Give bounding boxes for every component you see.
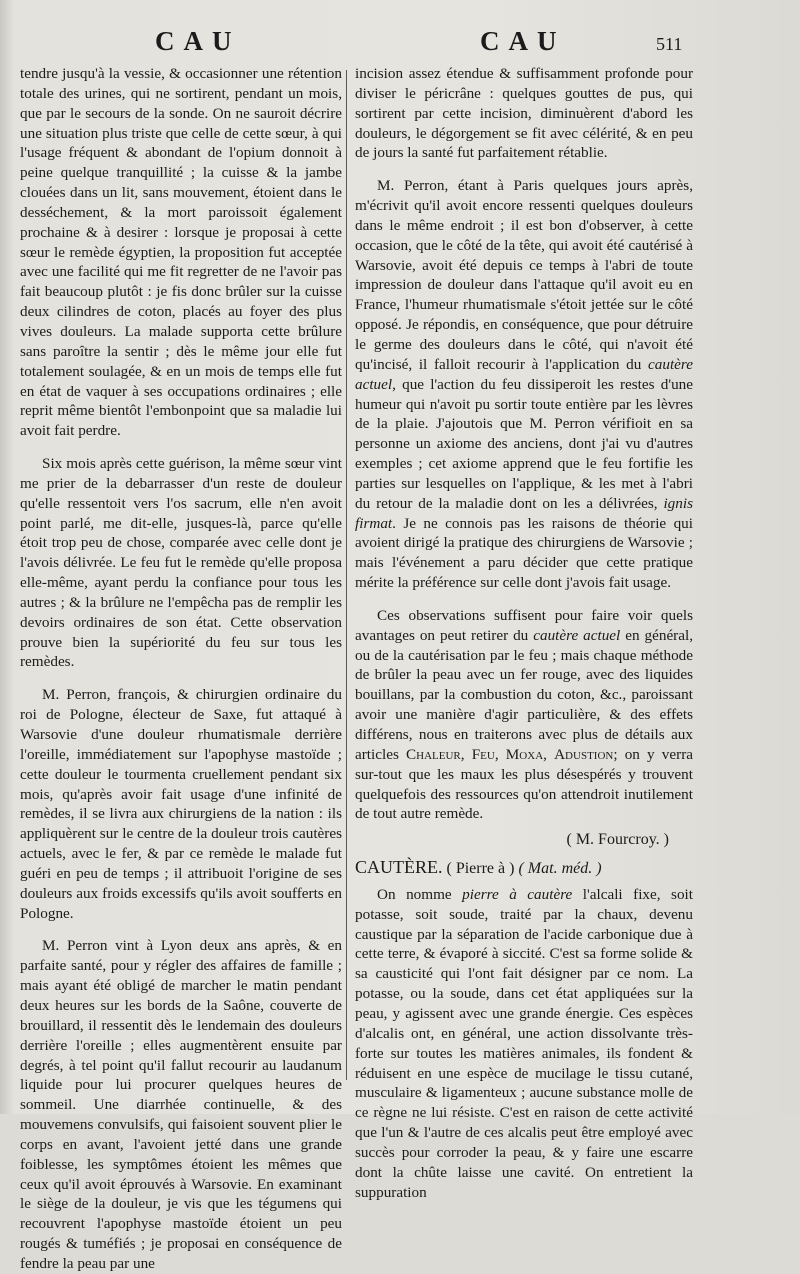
italic-term: cautère actuel bbox=[533, 626, 621, 644]
left-paragraph-1: tendre jusqu'à la vessie, & occasionner une rétention totale des urines, qui ne sortirent, pendant un mois, que par le secours de la sonde. On ne sauroit décrire une situation plus triste que celle de cette sœur, à qui l'usage fréquent & abondant de l'opium donnoit à peine quelque tranquillité ; la cuisse & la jambe clouées dans un lit, sans mouvement, étoient dans le desséchement, & la mort paroissoit également prochaine & à desirer : lorsque je proposai à cette sœur le remède égyptien, la proposition fut acceptée avec une facilité qui me fit regretter de ne l'avoir pas fait beaucoup plutôt : je fis donc brûler sur la cuisse deux cilindres de coton, placés au foyer des plus vives douleurs. La malade supporta cette brûlure sans paroître la sentir ; dès le même jour elle fut totalement soulagée, & en un mois de temps elle fut en état de vaquer à ses occupations ordinaires ; elle reprit même bientôt l'embonpoint que sa maladie lui avoit fait perdre. bbox=[20, 65, 342, 440]
text-run: On nomme bbox=[377, 885, 452, 903]
page-number: 511 bbox=[656, 34, 683, 54]
cross-reference: Chaleur bbox=[406, 745, 461, 763]
text-run: Ces observations suffisent pour faire voir quels avantages on peut retirer du bbox=[355, 606, 693, 644]
text-run: ; on y verra sur-tout que les maux les plus désespérés y trouvent quelquefois des ressources qu'on attendroit inutilement de tout autre remède. bbox=[355, 745, 693, 823]
cross-reference: Feu bbox=[471, 745, 495, 763]
right-paragraph-2 bbox=[355, 176, 693, 593]
cross-reference: Adustion bbox=[554, 745, 614, 763]
left-paragraph-4: M. Perron vint à Lyon deux ans après, & en parfaite santé, pour y régler des affaires de famille ; mais ayant été obligé de marcher le matin pendant deux heures sur les bords de la Saône, couverte de brouillard, il ressentit dès le lendemain des douleurs derrière l'oreille ; elles augmentèrent ensuite par degrés, à tel point qu'il fallut recourir au laudanum liquide pour lui procurer quelques heures de sommeil. Une diarrhée continuelle, & des mouvemens convulsifs, qui faisoient souvent plier le corps en avant, l'avoient jetté dans une grande foiblesse, les symptômes étoient les mêmes que ceux qu'il avoit éprouvés à Warsovie. En examinant le siège de la douleur, je vis que les tégumens qui recouvrent l'apophyse mastoïde étoient un peu rougés & tuméfiés ; je proposai en conséquence de fendre la peau par une bbox=[20, 937, 342, 1272]
text-run: en général, ou de la cautérisation par le feu ; mais chaque méthode de brûler la peau avec un fer rouge, avec des liquides bouillans, par la combustion du coton, &c., paroissant avoir une manière d'agir particulière, & des effets différens, nous en traiterons avec plus de détails aux articles bbox=[355, 626, 694, 763]
italic-term: cautère actuel bbox=[355, 355, 694, 393]
running-header bbox=[0, 26, 800, 60]
entry-domain: ( Mat. méd. ) bbox=[518, 860, 602, 878]
right-paragraph-3: Ces observations suffisent pour faire voir quels avantages on peut retirer du cautère actuel en général, ou de la cautérisation par le feu ; mais chaque méthode de brûler la peau avec un fer rouge, avec des liquides bouillans, par la combustion du coton, &c., paroissant avoir une manière d'agir particulière, & des effets différens, nous en traiterons avec plus de détails aux articles Chaleur, Feu, Moxa, Adustion; on y verra sur-tout que les maux les plus désespérés y trouvent quelquefois des ressources qu'on attendroit inutilement de tout autre remède. bbox=[355, 606, 694, 823]
entry-heading bbox=[355, 858, 693, 879]
left-running-title: CAU bbox=[155, 26, 241, 56]
right-column bbox=[355, 64, 693, 1202]
author-signature: ( M. Fourcroy. ) bbox=[566, 831, 669, 849]
right-paragraph-4 bbox=[355, 885, 693, 1203]
text-run: . Je ne connois pas les raisons de théorie qui avoient dirigé la pratique des chirurgiens de Warsovie ; mais l'événement a paru décider que cette pratique mérite la préférence sur celle dont j'avois fait usage. bbox=[355, 514, 693, 592]
text-run: M. Perron, étant à Paris quelques jours après, m'écrivit qu'il avoit encore ressenti quelques douleurs dans le même endroit ; il est bon d'observer, à cette occasion, que le côté de la tête, qui avoit été cautérisé à Warsovie, avoit été depuis ce temps à l'abri de toute impression de douleur dans l'attaque qu'il avoit eu en France, l'humeur rhumatismale s'étoit jettée sur le côté opposé. Je répondis, en conséquence, que pour détruire le germe des douleurs dans le côté, qui n'avoit été qu'incisé, il falloit recourir à l'application du bbox=[355, 177, 693, 373]
left-paragraph-2: Six mois après cette guérison, la même sœur vint me prier de la debarrasser d'un reste de douleur qu'elle ressentoit vers l'os sacrum, elle n'en avoit point parlé, me dit-elle, jusques-là, parce qu'elle étoit trop peu de chose, comparée avec celle dont je l'avois délivrée. Le feu fut le remède qu'elle proposa elle-même, ayant perdu la confiance pour tous les autres ; & la brûlure ne l'empêcha pas de remplir les devoirs ordinaires de son état. Cette observation prouve bien la supériorité du feu sur tous les remèdes. bbox=[20, 455, 342, 671]
italic-term: pierre à cautère bbox=[462, 885, 573, 903]
cross-reference: Moxa bbox=[505, 745, 544, 763]
column-divider bbox=[346, 70, 347, 1080]
text-run: l'alcali fixe, soit potasse, soit soude, traité par la chaux, devenu caustique par la séparation de l'acide carbonique due à cette terre, & évaporé à siccité. C'est sa forme solide & sa causticité qui l'ont fait désigner par ce nom. La potasse, ou la soude, dans cet état appliquées sur la peau, y agissent avec une grande énergie. Ces espèces d'alcalis ont, en général, une action dissolvante très-forte sur toutes les matières animales, ils fondent & réduisent en une espèce de mucilage le tissu cutané, musculaire & ligamenteux ; aucune substance molle de ce règne ne lui résiste. C'est en raison de cette activité que l'un & l'autre de ces alcalis peut être employé avec succès pour corroder la peau, & y faire une escarre dont la chûte laisse une cavité. On entretient la suppuration bbox=[355, 885, 693, 1201]
right-paragraph-1: incision assez étendue & suffisamment profonde pour diviser le péricrâne : quelques gouttes de pus, qui sortirent par cette incision, diminuèrent d'abord les douleurs, le dégorgement se fit avec célérité, & en peu de jours la santé fut parfaitement rétablie. bbox=[355, 65, 693, 162]
entry-subtitle: ( Pierre à ) bbox=[446, 860, 515, 878]
latin-phrase: ignis firmat bbox=[355, 494, 693, 532]
entry-title: CAUTÈRE. bbox=[355, 857, 443, 878]
text-run: , que l'action du feu dissiperoit les restes d'une humeur qui n'avoit pu sortir toute entière par les lèvres de la plaie. J'ajoutois que M. Perron vérifioit en sa personne un axiome des anciens, dont j'ai vu d'autres exemples ; cet axiome apprend que le feu fortifie les parties sur lesquelles on l'applique, & les met à l'abri du retour de la maladie dont on les a délivrées, bbox=[355, 375, 693, 512]
left-column bbox=[20, 64, 342, 1274]
right-running-title: CAU bbox=[480, 26, 566, 56]
left-paragraph-3: M. Perron, françois, & chirurgien ordinaire du roi de Pologne, électeur de Saxe, fut attaqué à Warsovie d'une douleur rhumatismale derrière l'oreille, immédiatement sur l'apophyse mastoïde ; cette douleur le tourmenta cruellement pendant six mois, qu'après avoir fait usage d'une infinité de remèdes, il se livra aux chirurgiens de la nation : ils appliquèrent sur le centre de la douleur trois cautères actuels, avec le fer, & par ce remède le malade fut guéri en peu de temps ; il attribuoit l'origine de ses douleurs aux froids excessifs qu'ils avoit soufferts en Pologne. bbox=[20, 686, 342, 922]
